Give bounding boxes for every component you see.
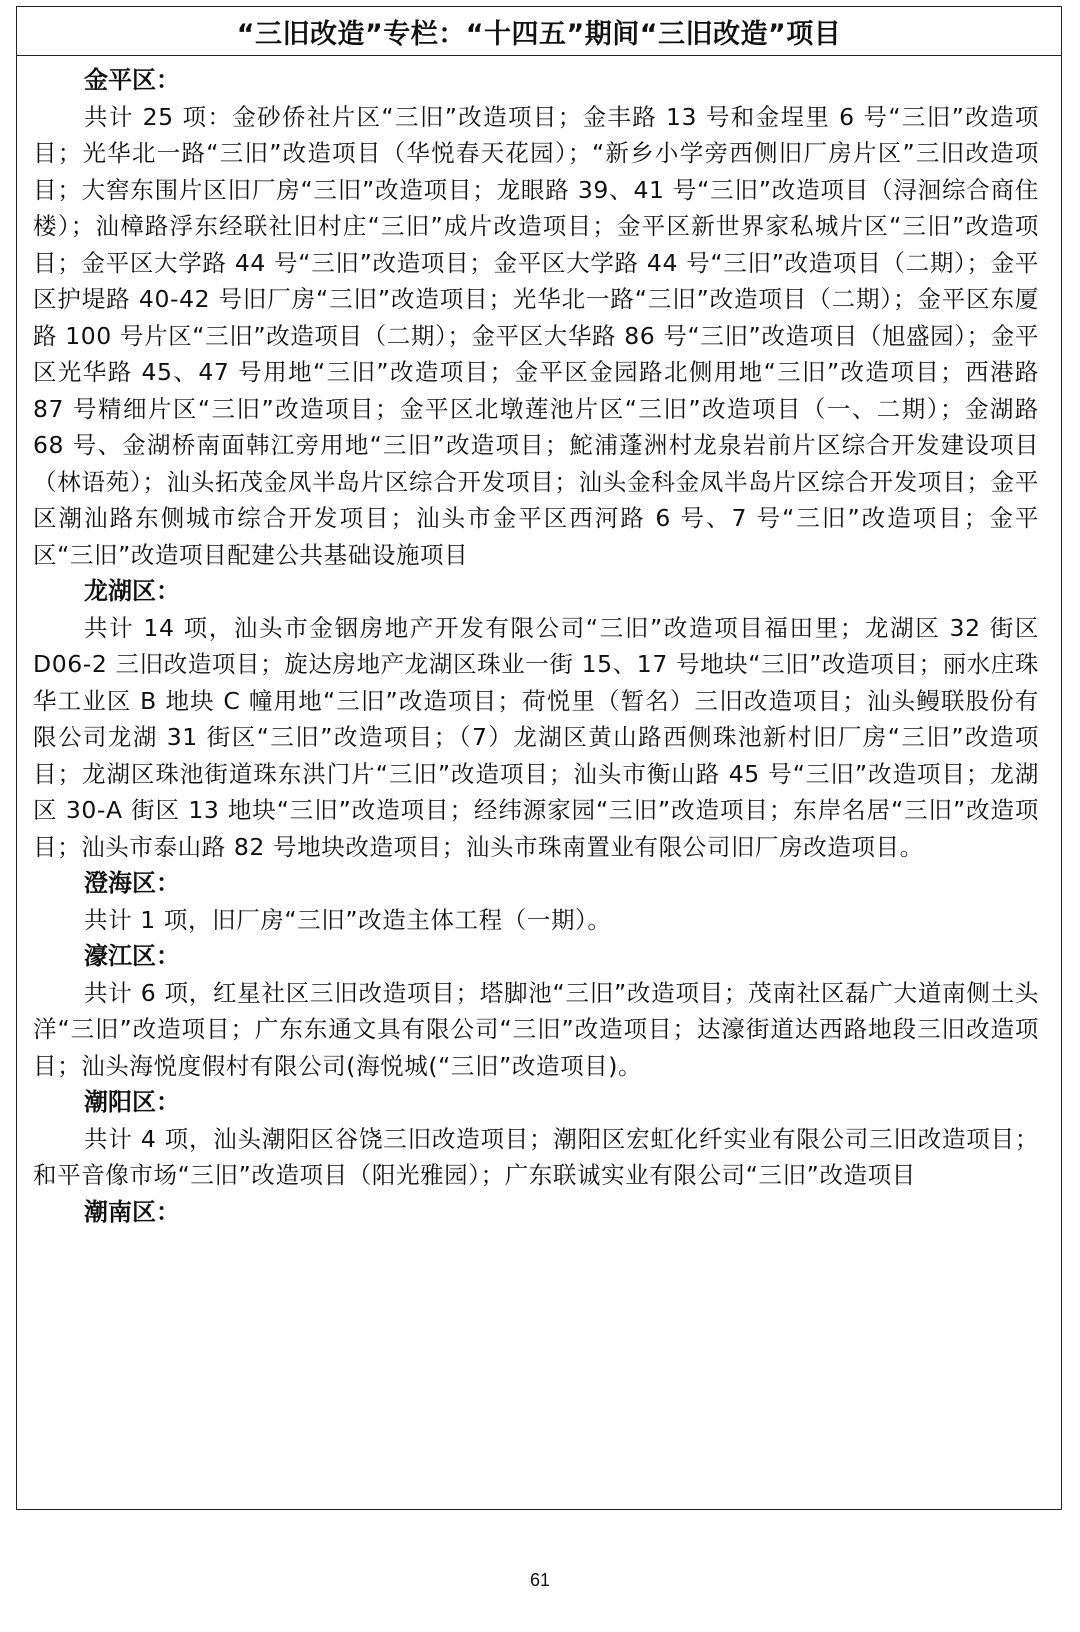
- district-heading-jinping: 金平区：: [84, 66, 180, 94]
- district-heading-haojiang: 濠江区：: [84, 942, 180, 970]
- district-heading-longhu: 龙湖区：: [84, 577, 180, 605]
- table-frame: [16, 6, 1062, 1510]
- district-heading-chaonan: 潮南区：: [84, 1197, 180, 1226]
- district-text-jinping: 共计 25 项：金砂侨社片区“三旧”改造项目；金丰路 13 号和金埕里 6 号“三旧”改造项目；光华北一路“三旧”改造项目（华悦春天花园）；“新乡小学旁西侧旧厂房片区”三旧改造项目；大窖东围片区旧厂房“三旧”改造项目；龙眼路 39、41 号“三旧”改造项目（浔洄综合商住楼）；汕樟路浮东经联社旧村庄“三旧”成片改造项目；金平区新世界家私城片区“三旧”改造项目；金平区大学路 44 号“三旧”改造项目；金平区大学路 44 号“三旧”改造项目（二期）；金平区护堤路 40-42 号旧厂房“三旧”改造项目；光华北一路“三旧”改造项目（二期）；金平区东厦路 100 号片区“三旧”改造项目（二期）；金平区大华路 86 号“三旧”改造项目（旭盛园）；金平区光华路 45、47 号用地“三旧”改造项目；金平区金园路北侧用地“三旧”改造项目；西港路 87 号精细片区“三旧”改造项目；金平区北墩莲池片区“三旧”改造项目（一、二期）；金湖路 68 号、金湖桥南面韩江旁用地“三旧”改造项目；鮀浦蓬洲村龙泉岩前片区综合开发建设项目（林语苑）；汕头拓茂金凤半岛片区综合开发项目；汕头金科金凤半岛片区综合开发项目；金平区潮汕路东侧城市综合开发项目；汕头市金平区西河路 6 号、7 号“三旧”改造项目；金平区“三旧”改造项目配建公共基础设施项目: [33, 102, 1039, 569]
- table-content: [17, 56, 1061, 1230]
- district-heading-chenghai: 澄海区：: [84, 869, 180, 897]
- page-title: “三旧改造”专栏：“十四五”期间“三旧改造”项目: [17, 7, 1061, 56]
- district-heading-chaoyang: 潮阳区：: [84, 1088, 180, 1116]
- page-number: 61: [529, 1570, 551, 1590]
- district-text-chenghai: 共计 1 项，旧厂房“三旧”改造主体工程（一期）。: [84, 905, 612, 934]
- district-text-chaoyang: 共计 4 项，汕头潮阳区谷饶三旧改造项目；潮阳区宏虹化纤实业有限公司三旧改造项目；和平音像市场“三旧”改造项目（阳光雅园）；广东联诚实业有限公司“三旧”改造项目: [33, 1124, 1039, 1189]
- district-text-longhu: 共计 14 项，汕头市金铟房地产开发有限公司“三旧”改造项目福田里；龙湖区 32 街区 D06-2 三旧改造项目；旋达房地产龙湖区珠业一街 15、17 号地块“三旧”改造项目；丽水庄珠华工业区 B 地块 C 幢用地“三旧”改造项目；荷悦里（暂名）三旧改造项目；汕头鳗联股份有限公司龙湖 31 街区“三旧”改造项目；（7）龙湖区黄山路西侧珠池新村旧厂房“三旧”改造项目；龙湖区珠池街道珠东洪门片“三旧”改造项目；汕头市衡山路 45 号“三旧”改造项目；龙湖区 30-A 街区 13 地块“三旧”改造项目；经纬源家园“三旧”改造项目；东岸名居“三旧”改造项目；汕头市泰山路 82 号地块改造项目；汕头市珠南置业有限公司旧厂房改造项目。: [33, 613, 1039, 861]
- district-text-haojiang: 共计 6 项，红星社区三旧改造项目；塔脚池“三旧”改造项目；茂南社区磊广大道南侧土头洋“三旧”改造项目；广东东通文具有限公司“三旧”改造项目；达濠街道达西路地段三旧改造项目；汕头海悦度假村有限公司(海悦城(“三旧”改造项目)。: [33, 978, 1039, 1080]
